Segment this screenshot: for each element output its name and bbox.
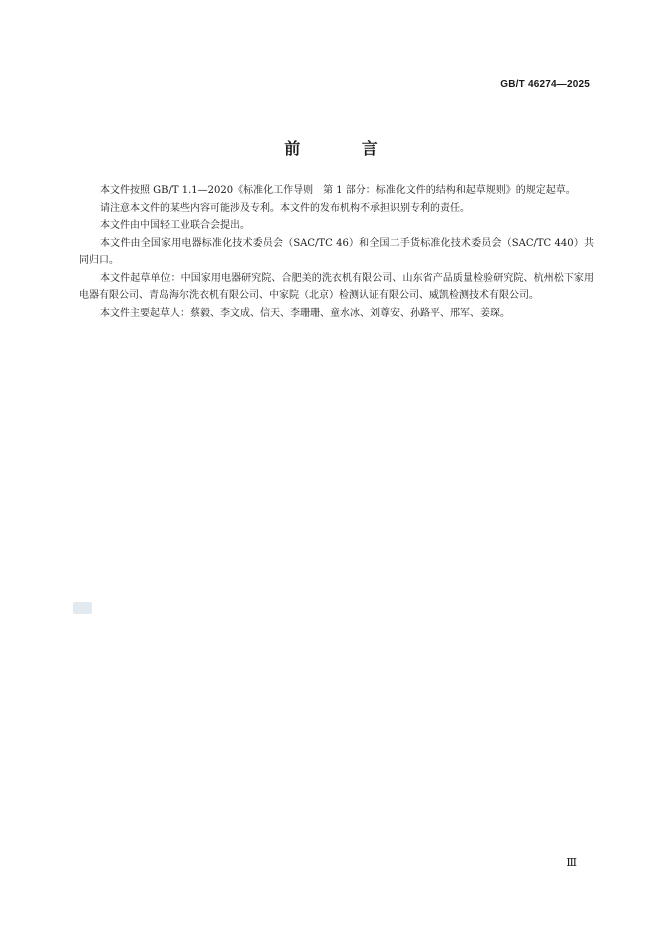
paragraph-administration: 本文件由全国家用电器标准化技术委员会（SAC/TC 46）和全国二手货标准化技术委员会（SAC/TC 440）共同归口。 bbox=[79, 237, 594, 266]
standard-code: GB/T 46274—2025 bbox=[500, 79, 590, 90]
paragraph-drafters: 本文件主要起草人：蔡毅、李文成、信天、李珊珊、童水冰、刘尊安、孙路平、邢军、姜琛。 bbox=[100, 307, 510, 319]
paragraph-drafting-rules: 本文件按照 GB/T 1.1—2020《标准化工作导则 第 1 部分：标准化文件的结构和起草规则》的规定起草。 bbox=[100, 185, 576, 196]
paragraph-drafting-units: 本文件起草单位：中国家用电器研究院、合肥美的洗衣机有限公司、山东省产品质量检验研究院、杭州松下家用电器有限公司、青岛海尔洗衣机有限公司、中家院（北京）检测认证有限公司、威凯检测技术有限公司。 bbox=[79, 272, 594, 301]
paragraph-patent-notice: 请注意本文件的某些内容可能涉及专利。本文件的发布机构不承担识别专利的责任。 bbox=[100, 202, 470, 214]
paragraph-proposer: 本文件由中国轻工业联合会提出。 bbox=[100, 220, 250, 231]
watermark-mark bbox=[73, 602, 92, 614]
foreword-body bbox=[79, 182, 594, 322]
page-number: Ⅲ bbox=[566, 857, 577, 869]
page-title: 前 言 bbox=[284, 139, 406, 158]
